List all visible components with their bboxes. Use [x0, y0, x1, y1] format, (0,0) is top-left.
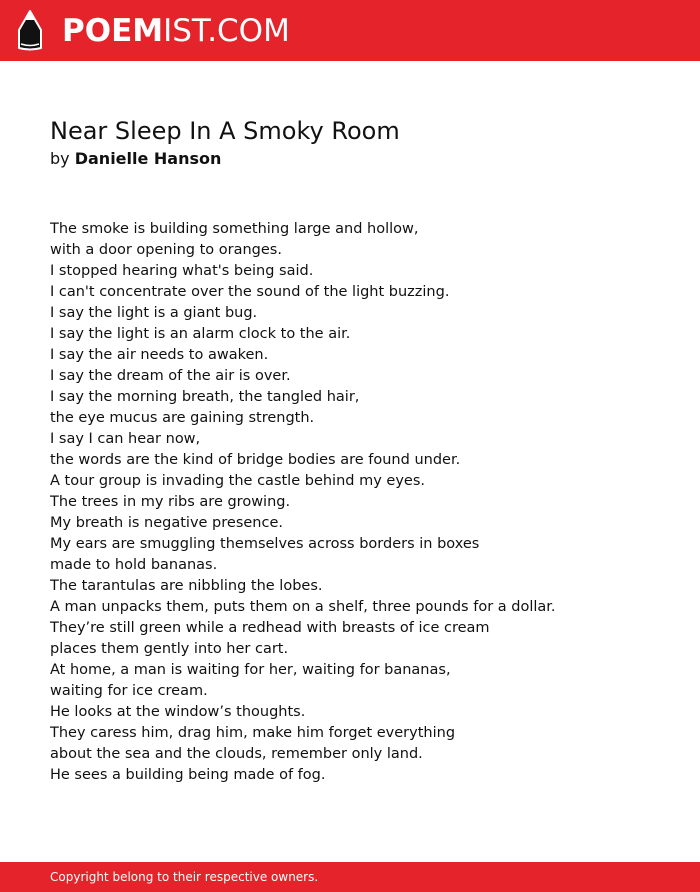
poem-line: The tarantulas are nibbling the lobes. — [50, 578, 323, 594]
poem-line: I say I can hear now, — [50, 431, 201, 447]
site-logo[interactable] — [62, 12, 290, 50]
poem-line: My breath is negative presence. — [50, 515, 283, 531]
poem-line: I can't concentrate over the sound of the light buzzing. — [50, 284, 450, 300]
poem-line: At home, a man is waiting for her, waiting for bananas, — [50, 662, 451, 678]
poem-line: I say the dream of the air is over. — [50, 368, 291, 384]
poem-line: He sees a building being made of fog. — [50, 767, 326, 783]
poem-title: Near Sleep In A Smoky Room — [50, 117, 400, 145]
by-label: by — [50, 149, 70, 168]
poem-line: They’re still green while a redhead with breasts of ice cream — [50, 620, 490, 636]
copyright-notice: Copyright belong to their respective owners. — [50, 870, 319, 884]
author-name: Danielle Hanson — [74, 149, 222, 168]
poem-line: the words are the kind of bridge bodies are found under. — [50, 452, 461, 468]
poem-body — [50, 219, 556, 786]
logo-light-part: IST.COM — [163, 13, 290, 49]
poem-line: places them gently into her cart. — [50, 641, 289, 657]
poem-line: My ears are smuggling themselves across borders in boxes — [50, 536, 480, 552]
poem-line: A tour group is invading the castle behind my eyes. — [50, 473, 425, 489]
poem-line: I say the morning breath, the tangled hair, — [50, 389, 360, 405]
poem-line: I say the air needs to awaken. — [50, 347, 269, 363]
poem-line: with a door opening to oranges. — [50, 242, 282, 258]
poem-line: about the sea and the clouds, remember only land. — [50, 746, 423, 762]
pencil-tip-icon[interactable] — [17, 10, 43, 51]
logo-bold-part: POEM — [62, 13, 164, 49]
poem-line: waiting for ice cream. — [50, 683, 208, 699]
poem-line: the eye mucus are gaining strength. — [50, 410, 315, 426]
poem-line: made to hold bananas. — [50, 557, 218, 573]
poem-line: He looks at the window’s thoughts. — [50, 704, 306, 720]
site-footer — [0, 862, 700, 892]
poem-line: I stopped hearing what's being said. — [50, 263, 314, 279]
poem-line: A man unpacks them, puts them on a shelf, three pounds for a dollar. — [50, 599, 556, 615]
poem-line: The smoke is building something large and hollow, — [50, 221, 419, 237]
poem-line: I say the light is an alarm clock to the air. — [50, 326, 351, 342]
poem-line: They caress him, drag him, make him forget everything — [50, 725, 456, 741]
site-header — [0, 0, 700, 61]
poem-line: I say the light is a giant bug. — [50, 305, 258, 321]
poem-line: The trees in my ribs are growing. — [50, 494, 291, 510]
byline — [50, 148, 221, 170]
